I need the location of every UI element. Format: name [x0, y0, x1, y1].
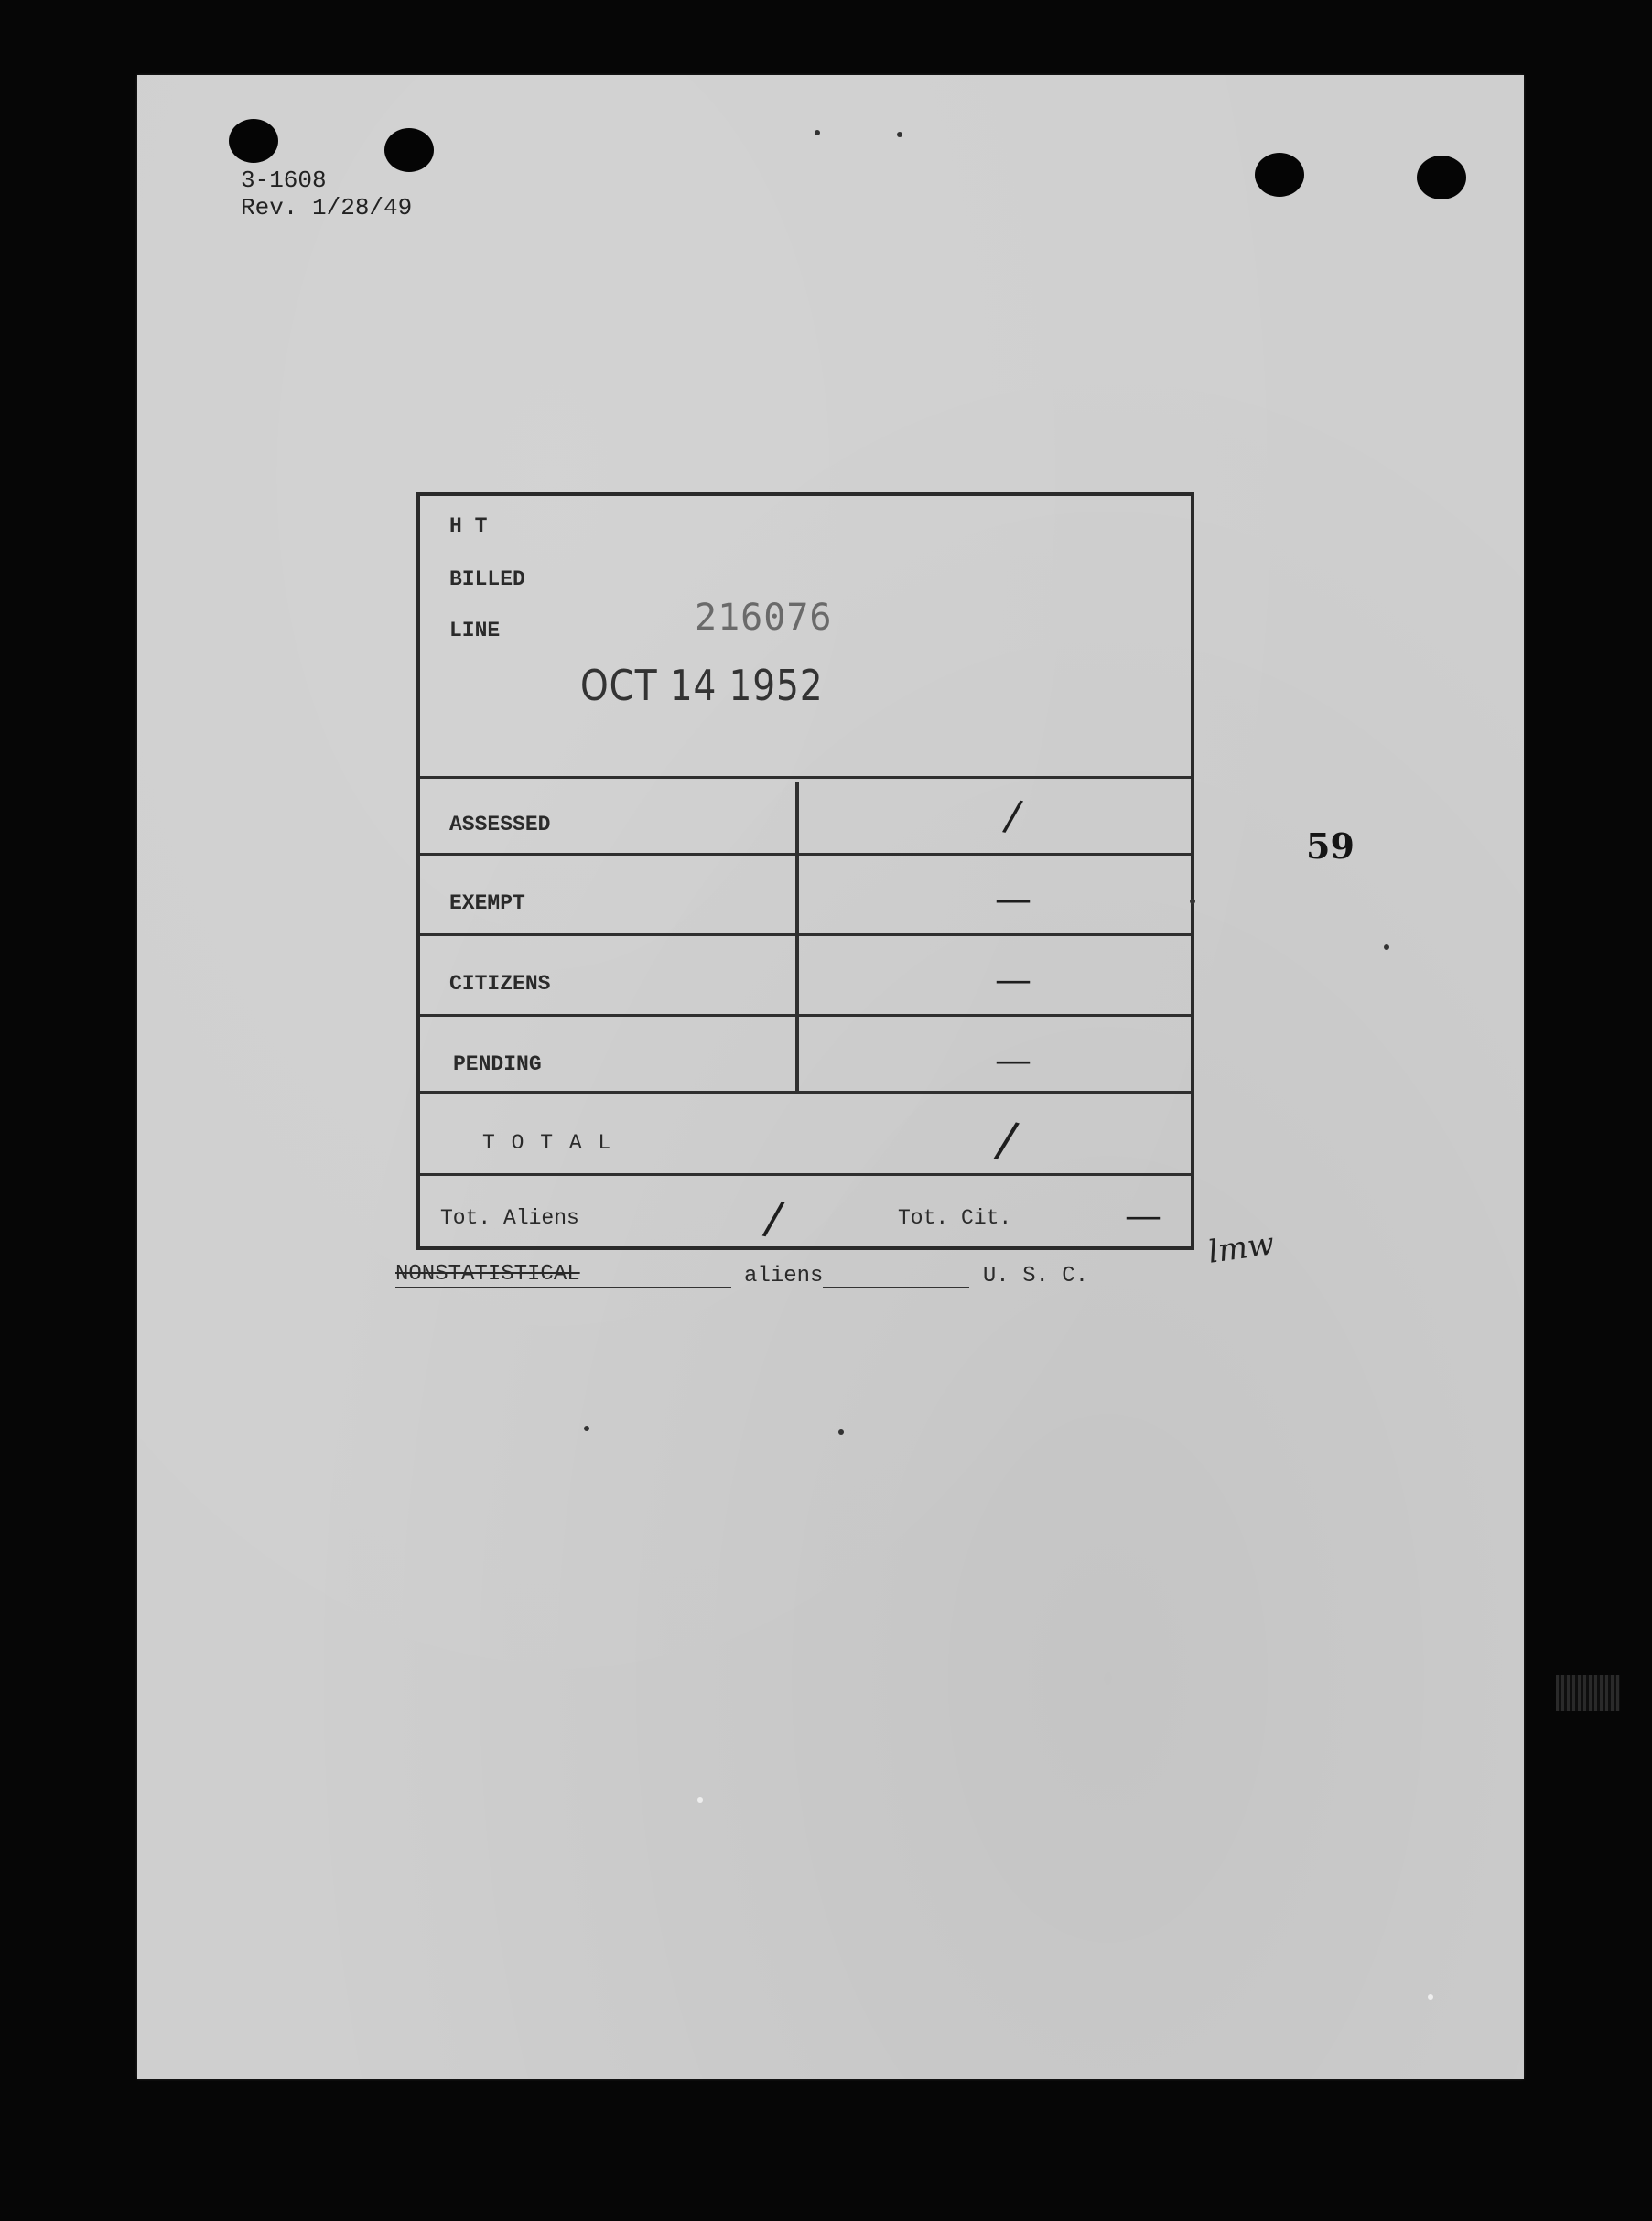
- punch-hole: [229, 119, 278, 163]
- speck: [584, 1426, 589, 1431]
- speck: [897, 132, 902, 137]
- blank-line: [823, 1287, 969, 1288]
- billing-stamp-box: [416, 492, 1194, 1250]
- pending-mark: —: [995, 1040, 1031, 1082]
- punch-hole: [1255, 153, 1304, 197]
- tot-aliens-label: Tot. Aliens: [440, 1206, 579, 1230]
- tot-cit-label: Tot. Cit.: [898, 1206, 1012, 1230]
- blank-line: [580, 1287, 731, 1288]
- divider: [420, 1014, 1191, 1017]
- punch-hole: [384, 128, 434, 172]
- divider: [420, 853, 1191, 856]
- punch-hole: [1417, 156, 1466, 199]
- nonstatistical-line: [395, 1262, 1088, 1288]
- film-edge-mark: [1556, 1675, 1620, 1711]
- handwritten-initials: lmw: [1205, 1225, 1277, 1271]
- assessed-mark: /: [1000, 789, 1025, 842]
- line-label: LINE: [449, 619, 501, 642]
- divider: [420, 1091, 1191, 1094]
- exempt-mark: —: [995, 879, 1031, 921]
- document-page: [137, 75, 1524, 2079]
- stamp-date: OCT 14 1952: [580, 661, 824, 710]
- divider: [420, 776, 1191, 779]
- exempt-label: EXEMPT: [449, 891, 525, 915]
- ht-label: H T: [449, 514, 488, 538]
- assessed-label: ASSESSED: [449, 813, 551, 836]
- aliens-label: aliens: [744, 1264, 824, 1288]
- column-divider: [795, 782, 799, 1093]
- usc-label: U. S. C.: [982, 1264, 1089, 1288]
- tot-aliens-mark: /: [761, 1190, 787, 1246]
- stamp-number: 216076: [695, 597, 833, 639]
- nonstatistical-label: NONSTATISTICAL: [395, 1262, 580, 1287]
- tot-cit-mark: —: [1125, 1195, 1161, 1237]
- citizens-mark: —: [995, 959, 1031, 1001]
- speck: [1428, 1994, 1433, 2000]
- total-mark: /: [991, 1109, 1022, 1170]
- divider: [420, 1173, 1191, 1176]
- speck: [1190, 899, 1195, 904]
- speck: [815, 130, 820, 135]
- billed-label: BILLED: [449, 567, 525, 591]
- total-label: T O T A L: [482, 1131, 613, 1155]
- form-revision: Rev. 1/28/49: [241, 194, 413, 221]
- pending-label: PENDING: [453, 1052, 542, 1076]
- speck: [697, 1797, 703, 1803]
- speck: [838, 1429, 844, 1435]
- divider: [420, 933, 1191, 936]
- citizens-label: CITIZENS: [449, 972, 551, 996]
- form-number: 3-1608: [241, 167, 327, 194]
- page-number: 59: [1306, 825, 1355, 867]
- speck: [1384, 944, 1389, 950]
